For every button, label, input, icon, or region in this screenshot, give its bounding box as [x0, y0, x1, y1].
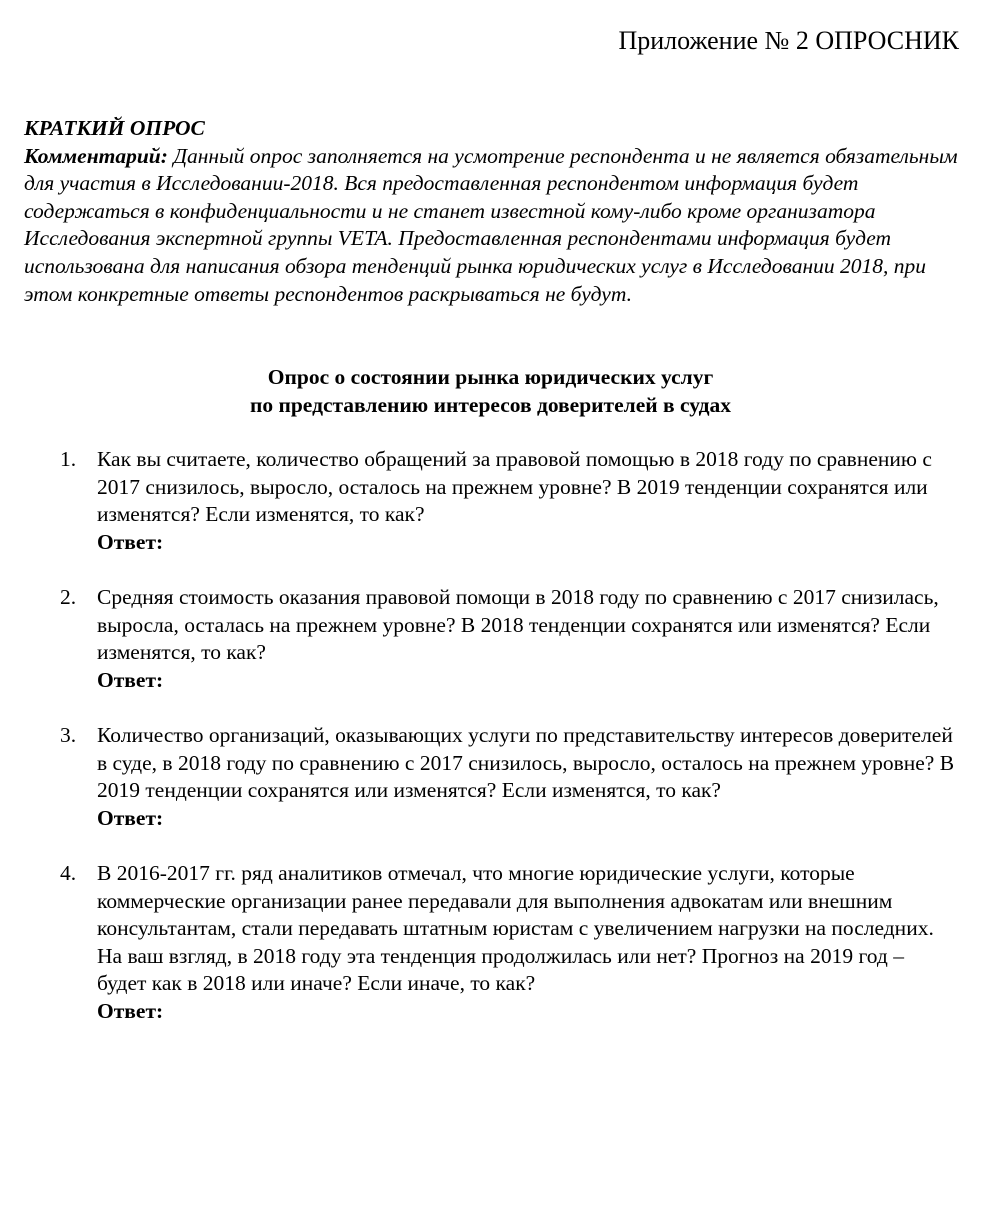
- answer-label: Ответ:: [97, 805, 164, 830]
- question-text: В 2016-2017 гг. ряд аналитиков отмечал, что многие юридические услуги, которые коммерческие организации ранее передавали для выполнения адвокатам или внешним консультантам, стали передавать штатным юристам с увеличением нагрузки на последних. На ваш взгляд, в 2018 году эта тенденция продолжилась или нет? Прогноз на 2019 год – будет как в 2018 или иначе? Если иначе, то как?: [97, 860, 934, 996]
- appendix-header: Приложение № 2 ОПРОСНИК: [618, 26, 959, 55]
- survey-title: [0, 364, 981, 419]
- question-number: 3.: [60, 722, 77, 747]
- intro-heading: КРАТКИЙ ОПРОС: [24, 116, 205, 140]
- question-item: [0, 584, 957, 694]
- comment-text: Данный опрос заполняется на усмотрение респондента и не является обязательным для участия в Исследовании-2018. Вся предоставленная респондентом информация будет содержаться в конфиденциальности и не станет известной кому-либо кроме организатора Исследования экспертной группы VETA. Предоставленная респондентами информация будет использована для написания обзора тенденций рынка юридических услуг в Исследовании 2018, при этом конкретные ответы респондентов раскрываться не будут.: [24, 143, 958, 306]
- question-text: Количество организаций, оказывающих услуги по представительству интересов доверителей в суде, в 2018 году по сравнению с 2017 снизилось, выросло, осталось на прежнем уровне? В 2019 тенденции сохранятся или изменятся? Если изменятся, то как?: [97, 722, 955, 803]
- survey-title-line-2: по представлению интересов доверителей в судах: [249, 392, 732, 417]
- question-number: 1.: [60, 447, 77, 471]
- comment-label: Комментарий:: [24, 143, 168, 168]
- answer-label: Ответ:: [97, 529, 164, 554]
- question-item: [0, 446, 957, 556]
- question-item: [0, 860, 957, 1026]
- answer-label: Ответ:: [97, 667, 164, 692]
- intro-section: [24, 115, 959, 308]
- question-number: 4.: [60, 860, 77, 885]
- intro-comment: [24, 143, 959, 309]
- answer-label: Ответ:: [97, 998, 164, 1023]
- question-number: 2.: [60, 584, 77, 609]
- question-item: [0, 722, 957, 832]
- survey-title-line-1: Опрос о состоянии рынка юридических услуг: [267, 365, 714, 389]
- question-text: Как вы считаете, количество обращений за правовой помощью в 2018 году по сравнению с 2017 снизилось, выросло, осталось на прежнем уровне? В 2019 тенденции сохранятся или изменятся? Если изменятся, то как?: [97, 447, 932, 527]
- question-text: Средняя стоимость оказания правовой помощи в 2018 году по сравнению с 2017 снизилась, выросла, осталась на прежнем уровне? В 2018 тенденции сохранятся или изменятся? Если изменятся, то как?: [97, 584, 939, 665]
- question-list: [0, 446, 981, 1025]
